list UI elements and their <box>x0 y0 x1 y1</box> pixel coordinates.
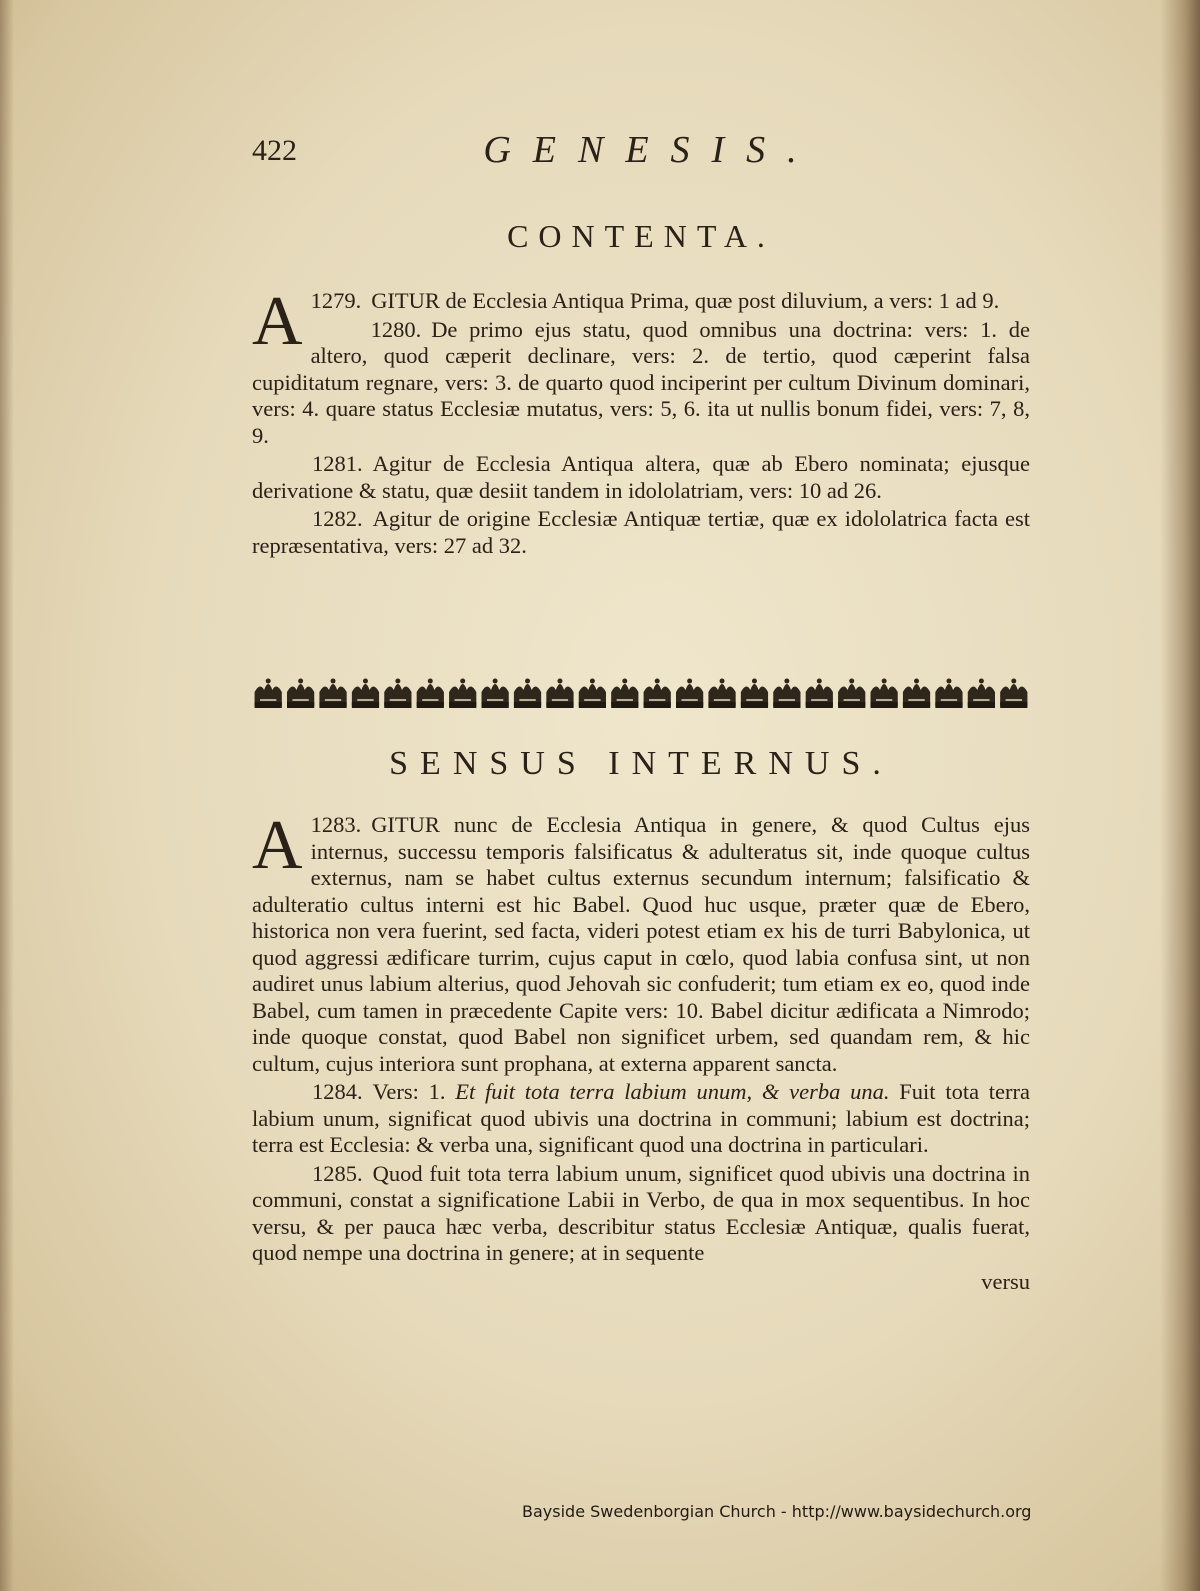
crown-icon <box>514 679 541 709</box>
crown-icon <box>741 679 768 709</box>
page-edge-shadow <box>0 0 14 1591</box>
crown-icon <box>482 679 509 709</box>
paragraph-number: 1280. <box>370 316 422 342</box>
paragraph-1283 <box>252 807 1030 1077</box>
paragraph-1285 <box>252 1161 1030 1267</box>
crown-icon <box>546 679 573 709</box>
drop-cap: A <box>252 807 303 884</box>
drop-cap: A <box>252 283 303 360</box>
verse-reference: Vers: 1. <box>372 1079 446 1104</box>
sensus-heading: SENSUS INTERNUS. <box>389 745 893 782</box>
crown-icon <box>319 679 346 709</box>
scripture-quote: Et fuit tota terra labium unum, & verba una. <box>455 1079 890 1104</box>
paragraph-text: Agitur de origine Ecclesiæ Antiquæ tertiæ, quæ ex idololatrica facta est repræsentativa, vers: 27 ad 32. <box>252 506 1030 558</box>
crown-icon <box>871 679 898 709</box>
contenta-heading: CONTENTA. <box>507 218 775 254</box>
crown-icon <box>676 679 703 709</box>
crown-icon <box>384 679 411 709</box>
paragraph-number: 1283. <box>310 812 362 837</box>
crown-icon <box>968 679 995 709</box>
spine-shadow <box>1160 0 1200 1591</box>
crown-icon <box>417 679 444 709</box>
crown-icon <box>255 679 282 709</box>
running-header <box>252 128 1030 178</box>
crown-icon <box>935 679 962 709</box>
paragraph-number: 1281. <box>312 451 363 476</box>
paragraph-text: GITUR nunc de Ecclesia Antiqua in genere, & quod Cultus ejus internus, successu temporis falsificatus & adulteratus sit, inde quoque cultus externus, nam se habet cultus externus secundum internum; falsificatio & adulteratio cultus interni est hic Babel. Quod huc usque, præter quæ de Ebero, historica non vera fuerint, sed facta, videri potest etiam ex his de turri Babylonica, ut quod aggressi ædificare turrim, cujus caput in cœlo, quod labia confusa sint, ut non audiret unus labium alterius, quod Jehovah sic confuderit; tum etiam ex eo, quod inde Babel, cum tamen in præcedente Capite vers: 10. Babel dicitur ædificata a Nimrodo; inde quoque constat, quod Babel non significet urbem, sed quandam rem, & hic cultum, cujus interiora sunt prophana, at externa apparent sancta. <box>252 812 1030 1076</box>
paragraph-1282 <box>252 506 1030 559</box>
crown-icon <box>579 679 606 709</box>
paragraph-text: Quod fuit tota terra labium unum, significet quod ubivis una doctrina in communi, constat a significatione Labii in Verbo, de qua in mox sequentibus. In hoc versu, & per pauca hæc verba, describitur status Ecclesiæ Antiquæ, qualis fuerat, quod nempe una doctrina in genere; at in sequente <box>252 1160 1030 1265</box>
crown-icon <box>708 679 735 709</box>
paragraph-text: Agitur de Ecclesia Antiqua altera, quæ ab Ebero nominata; ejusque derivatione & statu, quæ desiit tandem in idololatriam, vers: 10 ad 26. <box>252 451 1030 503</box>
page-number: 422 <box>252 134 297 167</box>
crown-icon <box>806 679 833 709</box>
running-title: GENESIS. <box>483 129 819 171</box>
paragraph-1281 <box>252 451 1030 504</box>
paragraph-1284 <box>252 1079 1030 1159</box>
crown-icon <box>903 679 930 709</box>
paragraph-number: 1284. <box>312 1079 363 1104</box>
crown-icon <box>644 679 671 709</box>
paragraph-text: GITUR de Ecclesia Antiqua Prima, quæ post diluvium, a vers: 1 ad 9. <box>371 288 1000 313</box>
crown-icon <box>352 679 379 709</box>
paragraph-number: 1279. <box>310 288 362 313</box>
paragraph-number: 1285. <box>312 1160 363 1186</box>
catchword: versu <box>981 1268 1030 1294</box>
crown-icon <box>1000 679 1027 709</box>
contenta-section <box>252 283 1030 561</box>
crown-icon <box>449 679 476 709</box>
paragraph-text: De primo ejus statu, quod omnibus una doctrina: vers: 1. de altero, quod cæperit declinare, vers: 2. de tertio, quod cæperint falsa cupiditatum regnare, vers: 3. de quarto quod inciperint per cultum Divinum dominari, vers: 4. quare status Ecclesiæ mutatus, vers: 5, 6. ita ut nullis bonum fidei, vers: 7, 8, 9. <box>252 316 1030 448</box>
crown-icon <box>287 679 314 709</box>
crown-icon <box>838 679 865 709</box>
sensus-section <box>252 807 1031 1297</box>
crown-ornament-row <box>252 676 1030 716</box>
paragraph-text: Fuit tota terra labium unum, significat quod ubivis una doctrina in communi; labium est doctrina; terra est Ecclesia: & verba una, significant quod una doctrina in particulari. <box>252 1079 1031 1157</box>
crown-icon <box>611 679 638 709</box>
paragraph-1280 <box>252 317 1030 450</box>
crown-icon <box>773 679 800 709</box>
paragraph-number: 1282. <box>312 506 363 531</box>
watermark-text: Bayside Swedenborgian Church - http://www.baysidechurch.org <box>522 1502 1032 1521</box>
